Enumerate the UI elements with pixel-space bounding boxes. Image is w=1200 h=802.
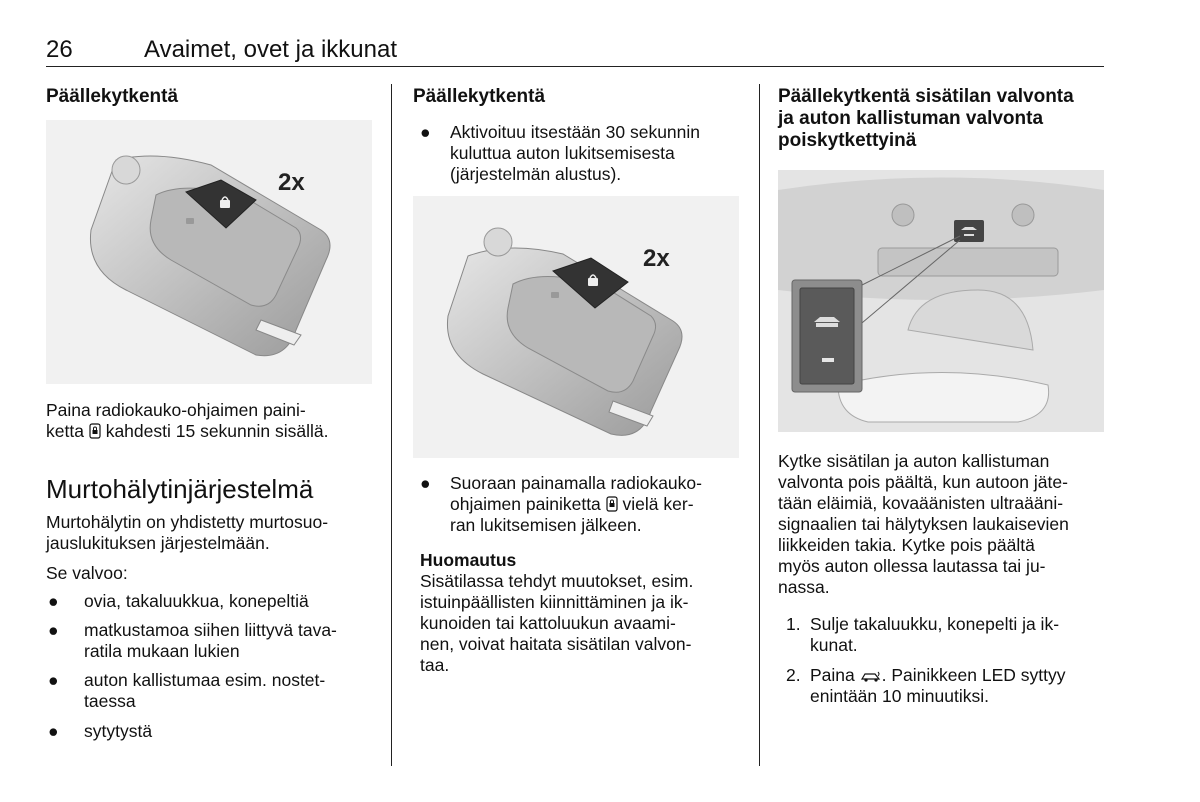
page-number: 26: [46, 36, 73, 63]
note-title: Huomautus: [420, 550, 517, 570]
repeat-label: 2x: [278, 169, 305, 196]
note-text: Sisätilassa tehdyt muutokset, esim. istuinpäällisten kiinnittäminen ja ik- kunoiden tai kattoluukun avaami- nen, voivat haitata sisätilan valvon- taa.: [420, 571, 694, 675]
list-item: 2. Paina . Painikkeen LED syttyy enintään 10 minuutiksi.: [786, 665, 1066, 706]
overhead-console-illustration: [778, 170, 1104, 432]
lock-button-icon: [89, 423, 101, 439]
chapter-title: Avaimet, ovet ja ikkunat: [144, 36, 398, 63]
key-fob-figure: [413, 196, 739, 458]
section-heading: Päällekytkentä: [413, 86, 546, 107]
page-header: [46, 34, 1104, 67]
section-heading: Päällekytkentä sisätilan valvonta ja auton kallistuman valvonta poiskytkettyinä: [778, 86, 1074, 151]
paragraph: Paina radiokauko-ohjaimen paini- ketta kahdesti 15 sekunnin sisällä.: [46, 400, 329, 441]
paragraph: Murtohälytin on yhdistetty murtosuo- jauslukituksen järjestelmään.: [46, 512, 329, 553]
column-divider: [759, 84, 760, 766]
overhead-console-figure: [778, 170, 1104, 432]
section-title: Murtohälytinjärjestelmä: [46, 474, 314, 504]
repeat-label: 2x: [643, 245, 670, 272]
column-divider: [391, 84, 392, 766]
section-heading: Päällekytkentä: [46, 86, 179, 107]
key-fob-illustration: [46, 120, 372, 384]
list-item: 1. Sulje takaluukku, konepelti ja ik- kunat.: [786, 614, 1060, 655]
key-fob-figure: [46, 120, 372, 384]
lock-button-icon: [606, 496, 618, 512]
key-fob-illustration: [413, 196, 739, 458]
paragraph: Kytke sisätilan ja auton kallistuman valvonta pois päältä, kun autoon jäte- tään eläimiä, kovaäänisten ultraääni- signaalien tai hälytyksen laukaisevien liikkeiden takia. Kytke pois päältä myös auton ollessa lautassa tai ju- nassa.: [778, 451, 1069, 597]
paragraph: Se valvoo:: [46, 563, 128, 583]
car-alarm-icon: [860, 669, 882, 683]
